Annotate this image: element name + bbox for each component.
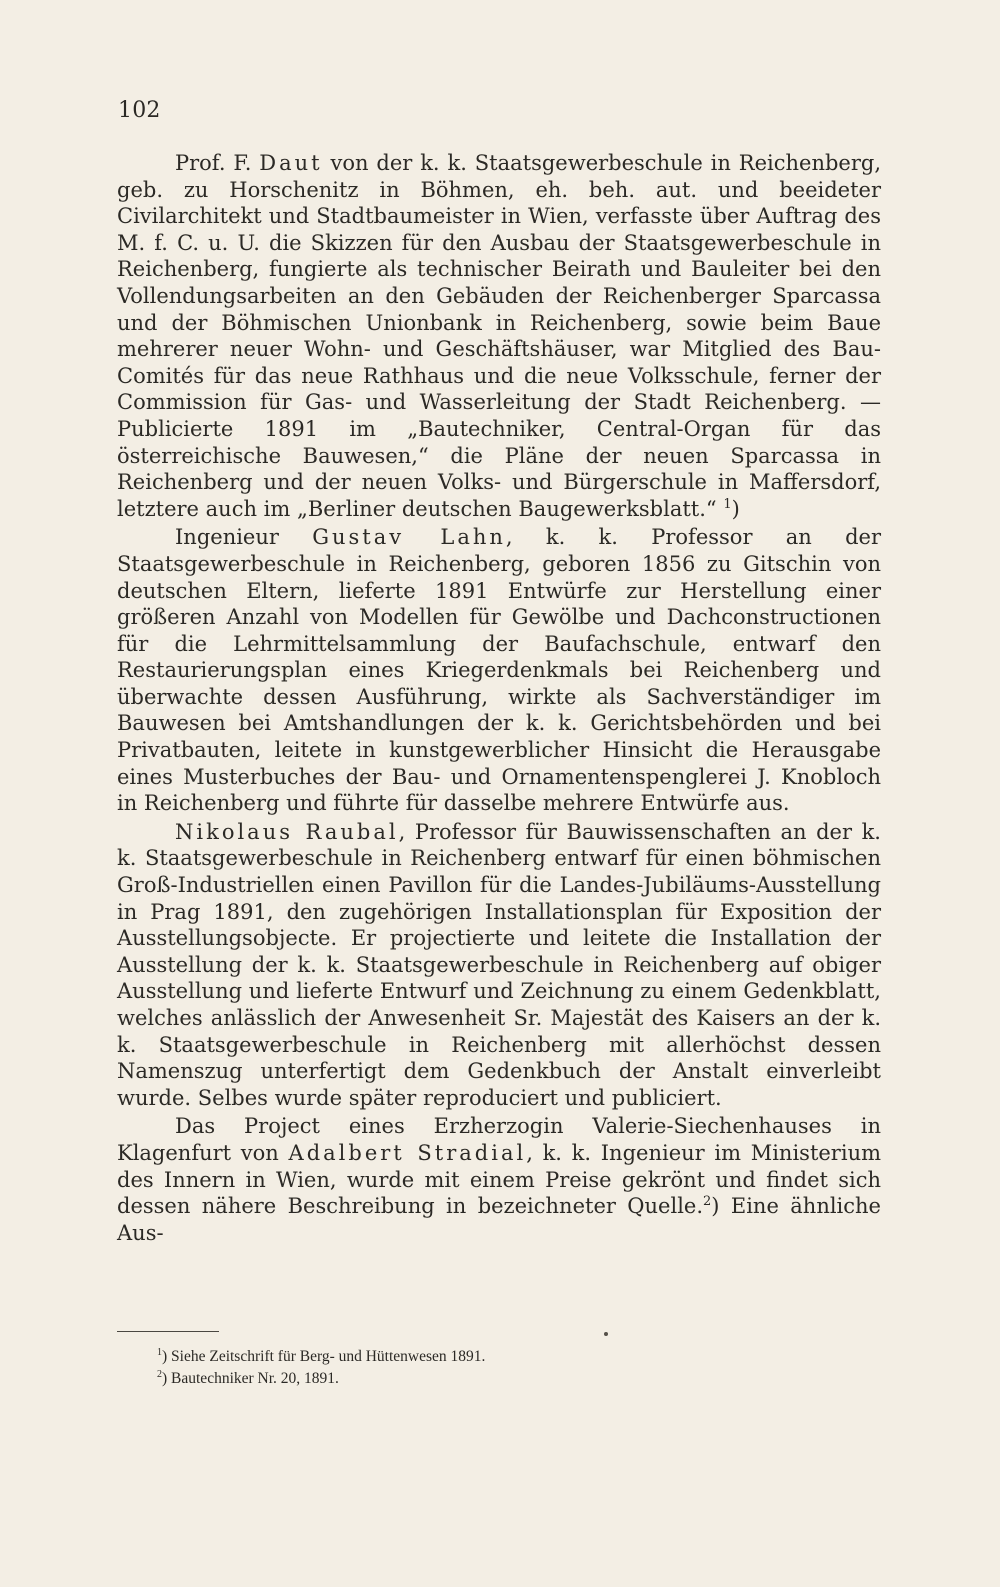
text-segment: ) Eine ähnliche Aus- — [117, 1194, 881, 1245]
footnote-divider — [117, 1331, 219, 1332]
footnote-reference-2: 2 — [703, 1194, 712, 1210]
paragraph-stradial — [117, 1113, 881, 1246]
text-segment: ) — [731, 496, 740, 521]
text-segment: , k. k. Ingenieur im Ministerium des Innern in Wien, wurde mit einem Preise gekrönt und findet sich dessen nähere Beschreibung in bezeichneter Quelle. — [117, 1140, 882, 1219]
text-segment: von der k. k. Staatsgewerbeschule in Reichenberg, geb. zu Horschenitz in Böhmen, eh. beh. aut. und beeideter Civilarchitekt und Stadtbaumeister in Wien, verfasste über Auftrag des M. f. C. u. U. die Skizzen für den Ausbau der Staatsgewerbeschule in Reichenberg, fungierte als technischer Beirath und Bauleiter bei den Vollendungsarbeiten an den Gebäuden der Reichenberger Sparcassa und der Böhmischen Unionbank in Reichenberg, sowie beim Baue mehrerer neuer Wohn- und Geschäftshäuser, war Mitglied des Bau-Comités für das neue Rathhaus und die neue Volksschule, ferner der Commission für Gas- und Wasserleitung der Stadt Reichenberg. — Publicierte 1891 im „Bautechniker, Central-Organ für das österreichische Bauwesen,“ die Pläne der neuen Sparcassa in Reichenberg und der neuen Volks- und Bürgerschule in Maffersdorf, letztere auch im „Berliner deutschen Baugewerksblatt.“ — [117, 151, 881, 521]
footnotes — [157, 1346, 807, 1390]
person-name-daut: Daut — [259, 151, 323, 175]
footnote-text-1: ) Siehe Zeitschrift für Berg- und Hüttenwesen 1891. — [162, 1348, 486, 1365]
person-name-lahn: Gustav Lahn — [312, 525, 506, 550]
text-segment: , Professor für Bauwissenschaften an der k. k. Staatsgewerbeschule in Reichenberg entwarf für einen böhmischen Groß-Industriellen einen Pavillon für die Landes-Jubiläums-Ausstellung in Prag 1891, den zugehörigen Installationsplan für Exposition der Ausstellungsobjecte. Er projectierte und leitete die Installation der Ausstellung der k. k. Staatsgewerbeschule in Reichenberg auf obiger Ausstellung und lieferte Entwurf und Zeichnung zu einem Gedenkblatt, welches anlässlich der Anwesenheit Sr. Majestät des Kaisers an der k. k. Staatsgewerbeschule in Reichenberg mit allerhöchst dessen Namenszug unterfertigt dem Gedenkbuch der Anstalt einverleibt wurde. Selbes wurde später reproduciert und publiciert. — [117, 819, 881, 1110]
footnote-2 — [157, 1368, 807, 1390]
paragraph-lahn — [117, 524, 881, 817]
text-segment: Ingenieur — [175, 525, 313, 550]
text-segment: , k. k. Professor an der Staatsgewerbeschule in Reichenberg, geboren 1856 zu Gitschin von deutschen Eltern, lieferte 1891 Entwürfe zur Herstellung einer größeren Anzahl von Modellen für Gewölbe und Dachconstructionen für die Lehrmittelsammlung der Baufachschule, entwarf den Restaurierungsplan eines Kriegerdenkmals bei Reichenberg und überwachte dessen Ausführung, wirkte als Sachverständiger im Bauwesen bei Amtshandlungen der k. k. Gerichtsbehörden und bei Privatbauten, leitete in kunstgewerblicher Hinsicht die Herausgabe eines Musterbuches der Bau- und Ornamentenspenglerei J. Knobloch in Reichenberg und führte für dasselbe mehrere Entwürfe aus. — [117, 525, 882, 816]
footnote-text-2: ) Bautechniker Nr. 20, 1891. — [162, 1370, 339, 1387]
footnote-marker-1: 1 — [157, 1346, 162, 1358]
footnote-1 — [157, 1346, 807, 1368]
person-name-raubal: Nikolaus Raubal — [175, 819, 399, 844]
text-segment: Prof. F. — [175, 151, 260, 175]
footnote-reference-1: 1 — [723, 496, 732, 512]
print-speck — [604, 1332, 608, 1336]
footnote-marker-2: 2 — [157, 1368, 162, 1380]
text-segment: Das Project eines Erzherzogin Valerie-Siechenhauses in Klagenfurt von — [117, 1114, 881, 1165]
page-number: 102 — [118, 98, 161, 123]
person-name-stradial: Adalbert Stradial — [288, 1140, 527, 1165]
paragraph-raubal — [117, 819, 881, 1112]
body-text — [117, 150, 881, 1246]
paragraph-daut — [117, 150, 881, 522]
